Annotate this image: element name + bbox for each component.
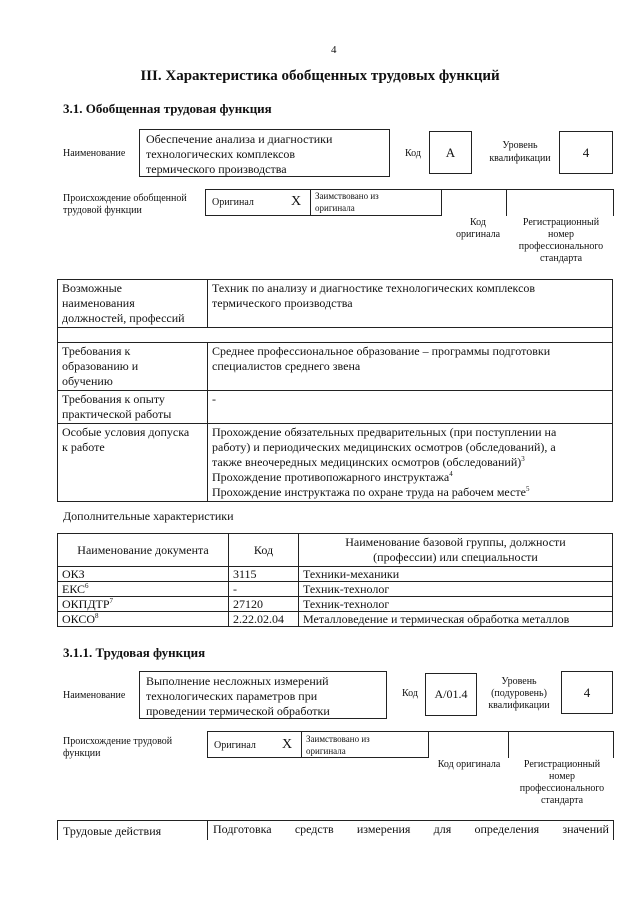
tf-name-line-2: технологических параметров при	[146, 689, 318, 703]
gf-name-label: Наименование	[63, 148, 126, 159]
col-code-header: Код	[229, 534, 299, 567]
tf-level-label-3: квалификации	[488, 700, 550, 711]
gf-code-original-2: оригинала	[455, 229, 501, 240]
req-row-conditions: Особые условия допуска к работе Прохождение обязательных предварительных (при поступлении на работу) и периодических медицинских осмотров (обследований), а также внеочередных медицинских осмотров (обследований)$^3$ Прохождение противопожарного инструктажа$^4$ Прохождение инструктажа по охране труда на рабочем месте$^5$	[58, 424, 613, 502]
extra-heading: Дополнительные характеристики	[63, 509, 234, 523]
tf-reg-number-1: Регистрационный	[523, 759, 601, 770]
extra-row: ОКСО$^8$ 2.22.02.04 Металловедение и термическая обработка металлов	[58, 612, 613, 627]
gf-level-label-2: квалификации	[489, 153, 551, 164]
tf-name-line-1: Выполнение несложных измерений	[146, 674, 329, 688]
tf-level-label-1: Уровень	[501, 676, 537, 687]
gf-borrowed-label-1: Заимствовано из	[315, 191, 379, 201]
tf-code-label: Код	[402, 688, 418, 699]
tf-code-original: Код оригинала	[437, 759, 501, 770]
gf-heading: 3.1. Обобщенная трудовая функция	[63, 101, 272, 116]
gf-reg-number-1: Регистрационный	[522, 217, 600, 228]
gf-level-label-1: Уровень	[502, 140, 538, 151]
tf-reg-number-4: стандарта	[540, 795, 584, 806]
gf-name-line-1: Обеспечение анализа и диагностики	[146, 132, 333, 146]
gf-name-box	[139, 129, 390, 177]
gf-borrowed-label-2: оригинала	[315, 203, 355, 213]
extra-row: ЕКС$^6$ - Техник-технолог	[58, 582, 613, 597]
tf-original-mark: X	[282, 737, 293, 752]
actions-label: Трудовые действия	[63, 824, 162, 838]
page-number: 4	[331, 44, 337, 56]
gf-name-line-2: технологических комплексов	[146, 147, 296, 161]
tf-code-value: A/01.4	[425, 673, 477, 716]
gf-origin-label-2: трудовой функции	[63, 205, 142, 216]
extra-row: ОКПДТР$^7$ 27120 Техник-технолог	[58, 597, 613, 612]
tf-heading: 3.1.1. Трудовая функция	[63, 645, 206, 660]
req-row-experience: Требования к опыту практической работы -	[58, 391, 613, 424]
tf-borrowed-label-1: Заимствовано из	[306, 734, 370, 744]
tf-origin-label-2: функции	[63, 748, 101, 759]
gf-original-label: Оригинал	[212, 197, 254, 208]
gf-code-value: A	[429, 131, 472, 174]
tf-name-label: Наименование	[63, 690, 126, 701]
tf-name-box	[139, 671, 387, 719]
extra-table	[57, 533, 613, 627]
gf-reg-number-3: профессионального	[518, 241, 604, 252]
gf-code-label: Код	[405, 148, 421, 159]
section-title: III. Характеристика обобщенных трудовых функций	[140, 68, 500, 84]
gf-level-value: 4	[559, 131, 613, 174]
tf-origin-label-1: Происхождение трудовой	[63, 736, 173, 747]
footnote-5: 5	[525, 485, 530, 493]
tf-level-label-2: (подуровень)	[491, 688, 547, 699]
req-row-education: Требования к образованию и обучению Среднее профессиональное образование – программы подготовки специалистов среднего звена	[58, 343, 613, 391]
gf-code-original-1: Код	[470, 217, 486, 228]
extra-header-row	[58, 534, 613, 567]
tf-reg-number-3: профессионального	[519, 783, 605, 794]
gf-reg-number-2: номер	[548, 229, 574, 240]
col-doc-header: Наименование документа	[58, 534, 229, 567]
tf-name-line-3: проведении термической обработки	[146, 704, 330, 718]
tf-reg-number-2: номер	[549, 771, 575, 782]
gf-reg-number-4: стандарта	[539, 253, 583, 264]
tf-borrowed-label-2: оригинала	[306, 746, 346, 756]
col-name-header: Наименование базовой группы, должности (профессии) или специальности	[299, 534, 613, 567]
gf-origin-label-1: Происхождение обобщенной	[63, 193, 187, 204]
gf-original-mark: X	[291, 194, 302, 209]
req-row-positions: Возможные наименования должностей, профессий Техник по анализу и диагностике технологических комплексов термического производства	[58, 280, 613, 328]
tf-original-label: Оригинал	[214, 740, 256, 751]
req-row-spacer	[58, 328, 613, 343]
extra-row: ОКЗ 3115 Техники-механики	[58, 567, 613, 582]
actions-first-line: Подготовка средств измерения для определения значений	[213, 822, 609, 836]
tf-level-value: 4	[561, 671, 613, 714]
footnote-4: 4	[449, 470, 453, 478]
footnote-3: 3	[521, 455, 525, 463]
gf-name-line-3: термического производства	[146, 162, 287, 176]
requirements-table	[57, 279, 613, 502]
